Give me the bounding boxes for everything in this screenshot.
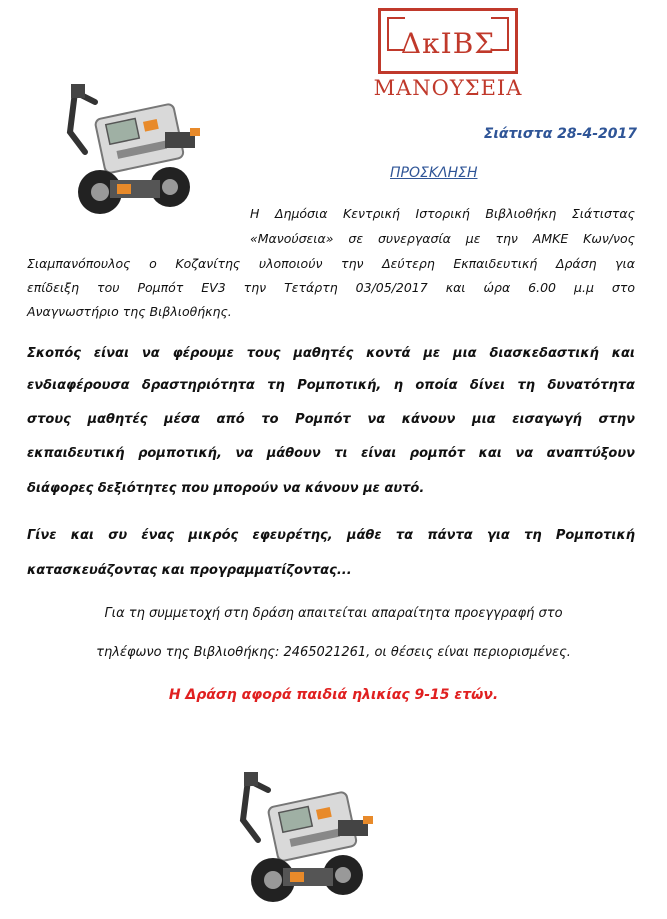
registration-line-2: τηλέφωνο της Βιβλιοθήκης: 2465021261, οι θέσεις είναι περιορισμένες. (96, 645, 571, 660)
logo-name: ΜΑΝΟΥΣΕΙΑ (373, 76, 523, 100)
inventor-line-2: κατασκευάζοντας και προγραμματίζοντας... (27, 563, 352, 578)
logo-frame (378, 8, 518, 74)
intro-line-3: Σιαμπανόπουλος ο Κοζανίτης υλοποιούν την Δεύτερη Εκπαιδευτική Δράση για (27, 256, 635, 271)
age-note: Η Δράση αφορά παιδιά ηλικίας 9-15 ετών. (168, 687, 499, 703)
robot-illustration-top (55, 72, 205, 222)
registration-line-1: Για τη συμμετοχή στη δράση απαιτείται απαραίτητα προεγγραφή στο (104, 606, 563, 621)
intro-line-2: «Μανούσεια» σε συνεργασία με την ΑΜΚΕ Κων/νος (250, 231, 635, 246)
logo-monogram: ΔκΙΒΣ (400, 27, 496, 60)
goal-line-2: ενδιαφέρουσα δραστηριότητα τη Ρομποτική, η οποία δίνει τη δυνατότητα (27, 378, 635, 393)
robot-illustration-bottom (228, 760, 378, 910)
goal-line-3: στους μαθητές μέσα από το Ρομπότ να κάνουν μια εισαγωγή στην (27, 412, 635, 427)
inventor-line-1: Γίνε και συ ένας μικρός εφευρέτης, μάθε τα πάντα για τη Ρομποτική (27, 528, 635, 543)
intro-line-4: επίδειξη του Ρομπότ EV3 την Τετάρτη 03/05/2017 και ώρα 6.00 μ.μ στο (27, 280, 635, 295)
goal-line-5: διάφορες δεξιότητες που μπορούν να κάνουν με αυτό. (27, 481, 425, 496)
library-logo (368, 8, 528, 104)
goal-line-4: εκπαιδευτική ρομποτική, να μάθουν τι είναι ρομπότ και να αναπτύξουν (27, 446, 635, 461)
invitation-title: ΠΡΟΣΚΛΗΣΗ (390, 165, 478, 181)
goal-line-1: Σκοπός είναι να φέρουμε τους μαθητές κοντά με μια διασκεδαστική και (27, 346, 635, 361)
date-line: Σιάτιστα 28-4-2017 (483, 126, 637, 142)
intro-line-5: Αναγνωστήριο της Βιβλιοθήκης. (27, 304, 232, 319)
intro-line-1: Η Δημόσια Κεντρική Ιστορική Βιβλιοθήκη Σιάτιστας (250, 206, 635, 221)
